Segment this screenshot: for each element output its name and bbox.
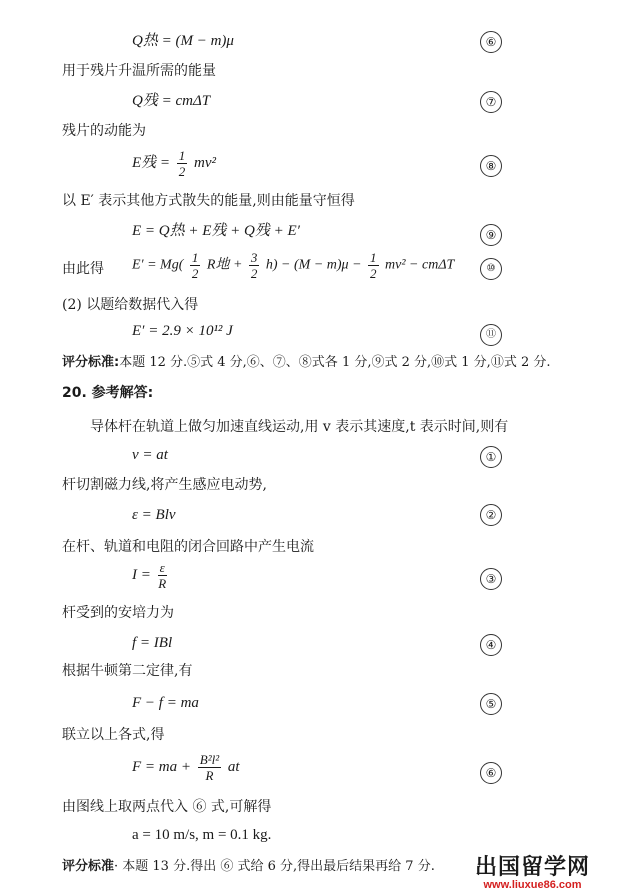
equation-8 <box>132 148 216 179</box>
eq-part: E′ = Mg( <box>132 257 184 273</box>
equation-6: Q热 = (M − m)μ <box>132 33 234 49</box>
equation-number-8: ⑧ <box>480 155 502 177</box>
text-line: (2) 以题给数据代入得 <box>62 297 199 313</box>
equation-number-3: ③ <box>480 568 502 590</box>
equation-number-10: ⑩ <box>480 258 502 280</box>
equation-3 <box>132 560 170 591</box>
eq-part: mv² <box>194 154 217 171</box>
eq-part: at <box>227 758 240 775</box>
text-line: 杆受到的安培力为 <box>62 605 174 621</box>
eq-part: h) − (M − m)μ − <box>265 257 362 273</box>
fraction: $\frac{1}{2}$ <box>370 250 377 281</box>
site-watermark <box>475 850 590 891</box>
grading-standard-1 <box>62 354 550 372</box>
equation-7: Q残 = cmΔT <box>132 93 211 109</box>
equation-11: E′ = 2.9 × 10¹² J <box>132 323 233 339</box>
equation-10 <box>132 250 454 281</box>
grading-label: 评分标准: <box>62 355 120 370</box>
eq-part: R地 + <box>206 257 243 273</box>
watermark-url: www.liuxue86.com <box>483 879 582 891</box>
text-line: 导体杆在轨道上做匀加速直线运动,用 v 表示其速度,t 表示时间,则有 <box>90 419 509 435</box>
equation-number-2: ② <box>480 504 502 526</box>
fraction: $\frac{3}{2}$ <box>250 250 258 281</box>
fraction: $\frac{1}{2}$ <box>178 148 186 179</box>
equation-6b <box>132 752 240 783</box>
text-line: 由图线上取两点代入 ⑥ 式,可解得 <box>62 799 272 815</box>
eq-part: F = ma + <box>132 758 191 775</box>
fraction: $\frac{\text{B²l²}}{R}$ <box>199 752 220 783</box>
equation-number-6b: ⑥ <box>480 762 502 784</box>
equation-4: f = IBl <box>132 635 173 651</box>
text-line: 在杆、轨道和电阻的闭合回路中产生电流 <box>62 539 314 555</box>
watermark-title: 出国留学网 <box>475 855 591 880</box>
text-line: 由此得 <box>62 261 104 277</box>
grading-text: · 本题 13 分.得出 ⑥ 式给 6 分,得出最后结果再给 7 分. <box>114 859 435 874</box>
equation-number-7: ⑦ <box>480 91 502 113</box>
text-line: 杆切割磁力线,将产生感应电动势, <box>62 477 267 493</box>
equation-number-4: ④ <box>480 634 502 656</box>
grading-text: 本题 12 分.⑤式 4 分,⑥、⑦、⑧式各 1 分,⑨式 2 分,⑩式 1 分,⑪式 2 分. <box>119 355 551 370</box>
equation-5: F − f = ma <box>132 695 199 711</box>
equation-number-1: ① <box>480 446 502 468</box>
equation-number-9: ⑨ <box>480 224 502 246</box>
equation-number-6: ⑥ <box>480 31 502 53</box>
text-line: 根据牛顿第二定律,有 <box>62 663 193 679</box>
eq-part: mv² − cmΔT <box>385 257 455 273</box>
result-equation: a = 10 m/s, m = 0.1 kg. <box>132 827 272 843</box>
text-line: 用于残片升温所需的能量 <box>62 63 216 79</box>
grading-standard-2 <box>62 858 435 876</box>
equation-2: ε = Blv <box>132 507 176 523</box>
fraction: $\frac{\varepsilon}{R}$ <box>158 560 167 591</box>
grading-label: 评分标准 <box>62 859 115 874</box>
equation-9: E = Q热 + E残 + Q残 + E′ <box>132 223 300 239</box>
section-heading: 20. 参考解答: <box>62 385 154 401</box>
equation-number-5: ⑤ <box>480 693 502 715</box>
fraction: $\frac{1}{2}$ <box>191 250 199 281</box>
equation-1: v = at <box>132 447 168 463</box>
text-line: 以 E′ 表示其他方式散失的能量,则由能量守恒得 <box>62 193 355 209</box>
eq-part: I = <box>132 566 151 583</box>
equation-number-11: ⑪ <box>480 324 502 346</box>
text-line: 联立以上各式,得 <box>62 727 165 743</box>
eq-part: E残 = <box>132 154 171 171</box>
text-line: 残片的动能为 <box>62 123 146 139</box>
